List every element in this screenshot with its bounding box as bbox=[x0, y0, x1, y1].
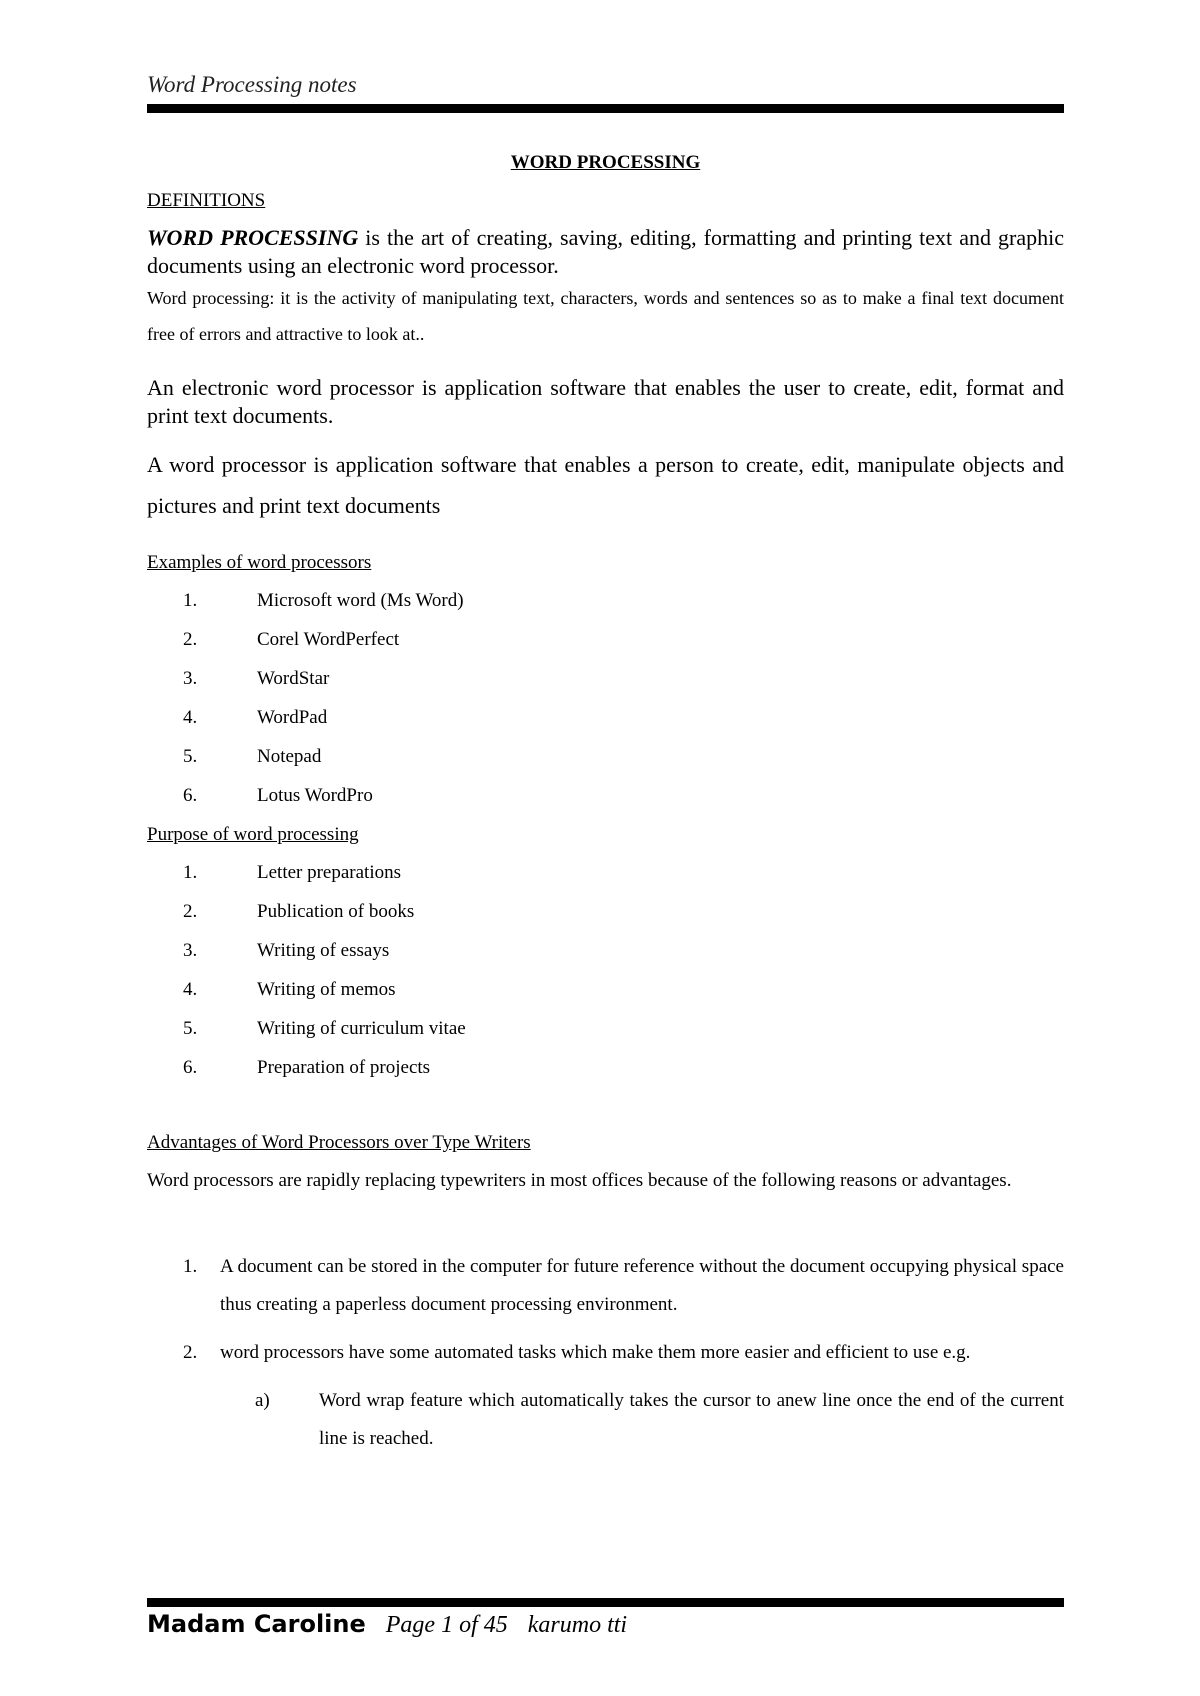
advantage-sub-list bbox=[147, 1382, 1064, 1458]
list-item bbox=[147, 1010, 1064, 1049]
list-text: A document can be stored in the computer for future reference without the document occupying physical space thus creating a paperless document processing environment. bbox=[220, 1256, 1064, 1315]
list-text: Lotus WordPro bbox=[257, 785, 373, 806]
list-text: word processors have some automated tasks which make them more easier and efficient to use e.g. bbox=[220, 1342, 971, 1363]
purpose-heading: Purpose of word processing bbox=[147, 824, 359, 845]
list-text: Word wrap feature which automatically takes the cursor to anew line once the end of the current line is reached. bbox=[319, 1390, 1064, 1449]
list-number: 4. bbox=[183, 707, 198, 728]
list-number: 3. bbox=[183, 940, 198, 961]
advantages-intro: Word processors are rapidly replacing typewriters in most offices because of the following reasons or advantages. bbox=[147, 1170, 1012, 1191]
page-body bbox=[147, 144, 1064, 1458]
list-item bbox=[147, 777, 1064, 816]
list-text: Corel WordPerfect bbox=[257, 629, 400, 650]
list-item bbox=[147, 660, 1064, 699]
footer-rule bbox=[147, 1598, 1064, 1607]
list-number: 2. bbox=[183, 901, 198, 922]
list-item bbox=[147, 893, 1064, 932]
running-header: Word Processing notes bbox=[147, 72, 357, 97]
list-item bbox=[147, 621, 1064, 660]
page-number: Page 1 of 45 bbox=[385, 1612, 508, 1638]
footer-author: Madam Caroline bbox=[147, 1610, 366, 1638]
definition-1-lead: WORD PROCESSING bbox=[147, 225, 359, 250]
list-text: WordStar bbox=[257, 668, 330, 689]
footer-school: karumo tti bbox=[527, 1612, 628, 1638]
list-item bbox=[147, 1334, 1064, 1372]
list-item bbox=[147, 1049, 1064, 1088]
list-text: WordPad bbox=[257, 707, 328, 728]
list-item bbox=[147, 738, 1064, 777]
list-number: 1. bbox=[183, 590, 198, 611]
definition-1-text: is the art of creating, saving, editing, formatting and printing text and graphic documents using an electronic word processor. bbox=[147, 225, 1064, 278]
definition-2: Word processing: it is the activity of manipulating text, characters, words and sentences so as to make a final text document free of errors and attractive to look at.. bbox=[147, 288, 1064, 344]
document-title: WORD PROCESSING bbox=[510, 152, 701, 173]
list-item bbox=[147, 932, 1064, 971]
advantages-list bbox=[147, 1248, 1064, 1372]
list-item bbox=[147, 582, 1064, 621]
header-rule bbox=[147, 104, 1064, 113]
list-text: Publication of books bbox=[257, 901, 415, 922]
list-number: 6. bbox=[183, 1057, 198, 1078]
list-number: 4. bbox=[183, 979, 198, 1000]
list-item bbox=[147, 1248, 1064, 1324]
definition-3: An electronic word processor is application software that enables the user to create, edit, format and print text documents. bbox=[147, 375, 1064, 428]
list-text: Writing of curriculum vitae bbox=[257, 1018, 466, 1039]
list-text: Writing of memos bbox=[257, 979, 396, 1000]
advantages-heading: Advantages of Word Processors over Type Writers bbox=[147, 1132, 531, 1153]
list-item bbox=[147, 1382, 1064, 1458]
list-text: Microsoft word (Ms Word) bbox=[257, 590, 464, 611]
list-number: 2. bbox=[183, 1342, 198, 1363]
list-text: Letter preparations bbox=[257, 862, 402, 883]
examples-list bbox=[147, 582, 1064, 816]
list-number: a) bbox=[255, 1390, 270, 1411]
list-number: 5. bbox=[183, 746, 198, 767]
purpose-list bbox=[147, 854, 1064, 1088]
definition-4: A word processor is application software that enables a person to create, edit, manipulate objects and pictures and print text documents bbox=[147, 452, 1064, 518]
list-number: 6. bbox=[183, 785, 198, 806]
list-text: Notepad bbox=[257, 746, 322, 767]
list-item bbox=[147, 854, 1064, 893]
definitions-heading: DEFINITIONS bbox=[147, 190, 266, 211]
list-item bbox=[147, 699, 1064, 738]
list-number: 1. bbox=[183, 1256, 198, 1277]
list-number: 2. bbox=[183, 629, 198, 650]
examples-heading: Examples of word processors bbox=[147, 552, 372, 573]
list-number: 1. bbox=[183, 862, 198, 883]
definition-1 bbox=[147, 224, 1064, 280]
list-item bbox=[147, 971, 1064, 1010]
list-number: 3. bbox=[183, 668, 198, 689]
page-footer bbox=[147, 1610, 627, 1639]
list-text: Preparation of projects bbox=[257, 1057, 431, 1078]
list-number: 5. bbox=[183, 1018, 198, 1039]
list-text: Writing of essays bbox=[257, 940, 390, 961]
